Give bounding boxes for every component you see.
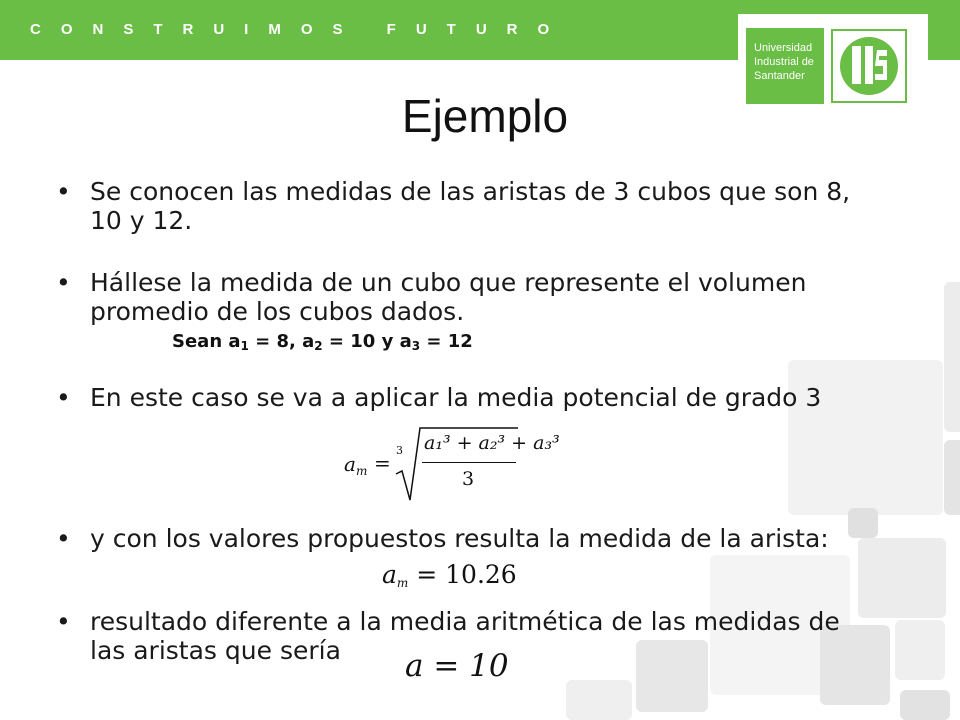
arithmetic-mean-formula: a = 10 (405, 648, 509, 684)
root-index: 3 (396, 444, 403, 457)
bullet-dot-icon: • (56, 268, 71, 297)
decor-square (944, 282, 960, 432)
bullet-dot-icon: • (56, 607, 71, 636)
formula-lhs: $a_m$ (344, 452, 368, 478)
bullet-text: En este caso se va a aplicar la media potencial de grado 3 (90, 383, 822, 412)
bullet-item (56, 383, 880, 412)
formula-denominator: 3 (462, 468, 475, 490)
bullet-text: Hállese la medida de un cubo que represente el volumen promedio de los cubos dados. (90, 268, 807, 326)
bullet-text: Se conocen las medidas de las aristas de 3 cubos que son 8, 10 y 12. (90, 177, 851, 235)
bullet-text: y con los valores propuestos resulta la medida de la arista: (90, 524, 829, 553)
decor-square (895, 620, 945, 680)
bullet-dot-icon: • (56, 524, 71, 553)
bullet-dot-icon: • (56, 383, 71, 412)
result-formula: am = 10.26 (382, 560, 517, 590)
decor-square (944, 440, 960, 515)
slide-title: Ejemplo (401, 90, 569, 142)
formula-numerator: a₁³ + a₂³ + a₃³ (424, 432, 560, 454)
decor-square (566, 680, 632, 720)
bullet-text: resultado diferente a la media aritmética de las medidas de las aristas que sería (90, 607, 840, 665)
logo-line: Universidad (754, 42, 813, 54)
decor-square (900, 690, 950, 720)
logo-line: Industrial de (754, 56, 814, 68)
formula-equals: = (374, 451, 391, 475)
logo-line: Santander (754, 70, 805, 82)
bullet-item (56, 524, 880, 553)
header-tagline: CONSTRUIMOS FUTURO (30, 21, 570, 38)
power-mean-formula (344, 424, 560, 504)
fraction-bar (422, 462, 516, 463)
bullet-dot-icon: • (56, 177, 71, 206)
given-values-line: Sean $a_1 = 8$, $a_2 = 10$ y $a_3 = 12$ (172, 331, 473, 353)
bullet-item (56, 268, 880, 326)
bullet-item (56, 177, 880, 235)
